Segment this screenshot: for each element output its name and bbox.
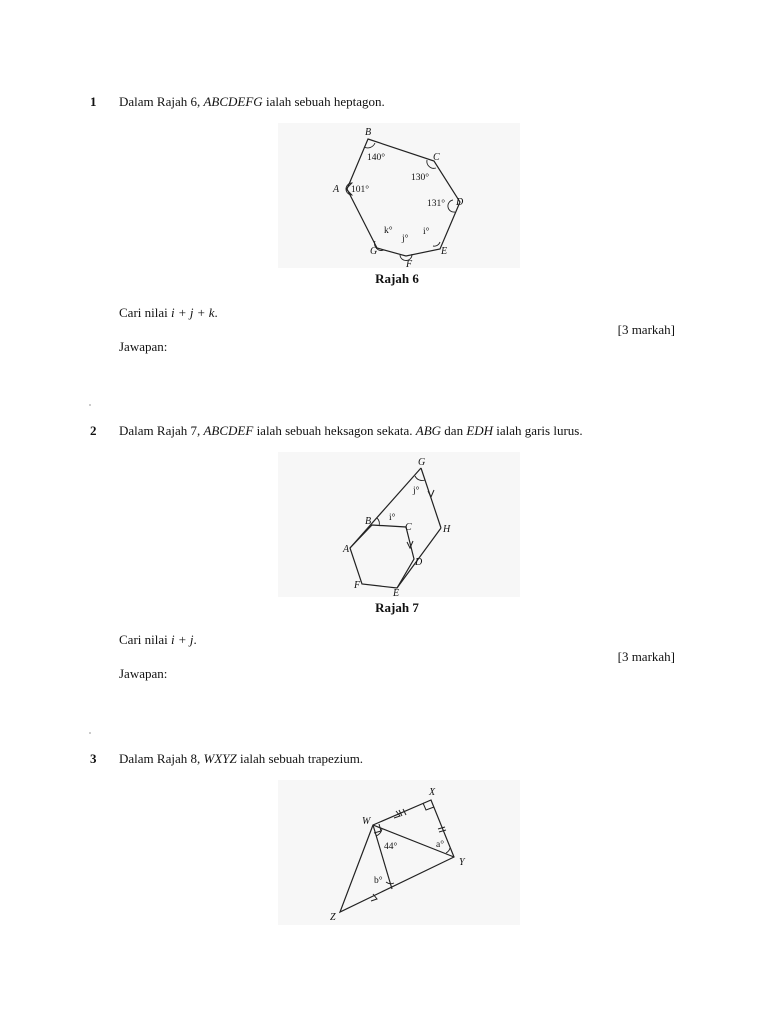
question-2-shape-name: ABCDEF xyxy=(203,423,254,438)
question-1-prompt-expression: i + j + k xyxy=(171,305,215,320)
question-1-number: 1 xyxy=(90,94,97,109)
vertex-label-f: F xyxy=(406,259,413,268)
angle-arc-a xyxy=(446,848,450,853)
vertex-label-c: C xyxy=(433,152,440,163)
question-2-prompt-suffix: . xyxy=(193,632,197,647)
vertex-label-b: B xyxy=(365,516,372,527)
angle-label-b: b° xyxy=(374,876,383,886)
separator-dot xyxy=(89,404,91,406)
vertex-label-h: H xyxy=(443,524,451,535)
vertex-label-d: D xyxy=(415,557,423,568)
question-2-prompt xyxy=(119,632,197,648)
question-2-text-suffix: ialah garis lurus. xyxy=(493,423,583,438)
figure-rajah-7 xyxy=(278,452,520,597)
hexagon-diagram xyxy=(278,452,520,597)
question-2-prompt-expression: i + j xyxy=(171,632,194,647)
question-1-marks: [3 markah] xyxy=(617,322,675,337)
question-2-text-mid2: dan xyxy=(441,423,467,438)
vertex-label-x: X xyxy=(429,787,436,798)
vertex-label-e: E xyxy=(393,588,400,597)
trapezium-diagram xyxy=(278,780,520,925)
angle-label-101: 101° xyxy=(351,185,370,195)
vertex-label-g: G xyxy=(418,457,426,468)
question-2-text-mid1: ialah sebuah heksagon sekata. xyxy=(253,423,416,438)
question-2-line-abg: ABG xyxy=(415,423,442,438)
vertex-label-d: D xyxy=(456,197,464,208)
angle-label-44: 44° xyxy=(384,842,398,852)
question-3-text-prefix: Dalam Rajah 8, xyxy=(119,751,204,766)
question-2-answer-label: Jawapan: xyxy=(119,666,168,681)
vertex-label-w: W xyxy=(362,816,371,827)
question-1-text-prefix: Dalam Rajah 6, xyxy=(119,94,204,109)
question-1-prompt-suffix: . xyxy=(214,305,218,320)
figure-caption-rajah-7: Rajah 7 xyxy=(375,600,419,615)
question-1-text xyxy=(119,94,385,110)
vertex-label-y: Y xyxy=(459,857,465,868)
question-1-shape-name: ABCDEFG xyxy=(203,94,263,109)
separator-dot xyxy=(89,732,91,734)
question-2-line-edh: EDH xyxy=(466,423,494,438)
question-2-marks: [3 markah] xyxy=(617,649,675,664)
heptagon-diagram xyxy=(278,123,520,268)
question-1-prompt-prefix: Cari nilai xyxy=(119,305,171,320)
vertex-label-c: C xyxy=(405,522,412,533)
equal-tick-xy-2 xyxy=(439,830,446,832)
question-3-shape-name: WXYZ xyxy=(203,751,237,766)
vertex-label-f: F xyxy=(354,580,361,591)
question-1-answer-label: Jawapan: xyxy=(119,339,168,354)
question-2-text-prefix: Dalam Rajah 7, xyxy=(119,423,204,438)
question-3-text xyxy=(119,751,363,767)
vertex-label-e: E xyxy=(441,246,448,257)
question-2-text xyxy=(119,423,583,439)
figure-caption-rajah-6: Rajah 6 xyxy=(375,271,419,286)
angle-label-i: i° xyxy=(389,513,396,523)
line-abg xyxy=(350,468,421,548)
angle-label-j: j° xyxy=(413,486,420,496)
angle-label-140: 140° xyxy=(367,153,386,163)
vertex-label-a: A xyxy=(343,544,350,555)
question-1-prompt xyxy=(119,305,218,321)
angle-label-a: a° xyxy=(436,840,445,850)
question-3-text-suffix: ialah sebuah trapezium. xyxy=(236,751,364,766)
vertex-label-b: B xyxy=(365,127,372,138)
angle-arc-i xyxy=(433,242,440,246)
angle-label-k: k° xyxy=(384,226,393,236)
question-2-prompt-prefix: Cari nilai xyxy=(119,632,171,647)
angle-arc-d xyxy=(448,200,455,212)
vertex-label-a: A xyxy=(333,184,340,195)
question-1-text-suffix: ialah sebuah heptagon. xyxy=(262,94,385,109)
angle-label-j: j° xyxy=(402,234,409,244)
figure-rajah-6 xyxy=(278,123,520,268)
angle-label-i: i° xyxy=(423,227,430,237)
question-3-number: 3 xyxy=(90,751,97,766)
angle-label-131: 131° xyxy=(427,199,446,209)
figure-rajah-8 xyxy=(278,780,520,925)
question-2-number: 2 xyxy=(90,423,97,438)
vertex-label-z: Z xyxy=(330,912,336,923)
vertex-label-g: G xyxy=(370,246,378,257)
angle-label-130: 130° xyxy=(411,173,430,183)
